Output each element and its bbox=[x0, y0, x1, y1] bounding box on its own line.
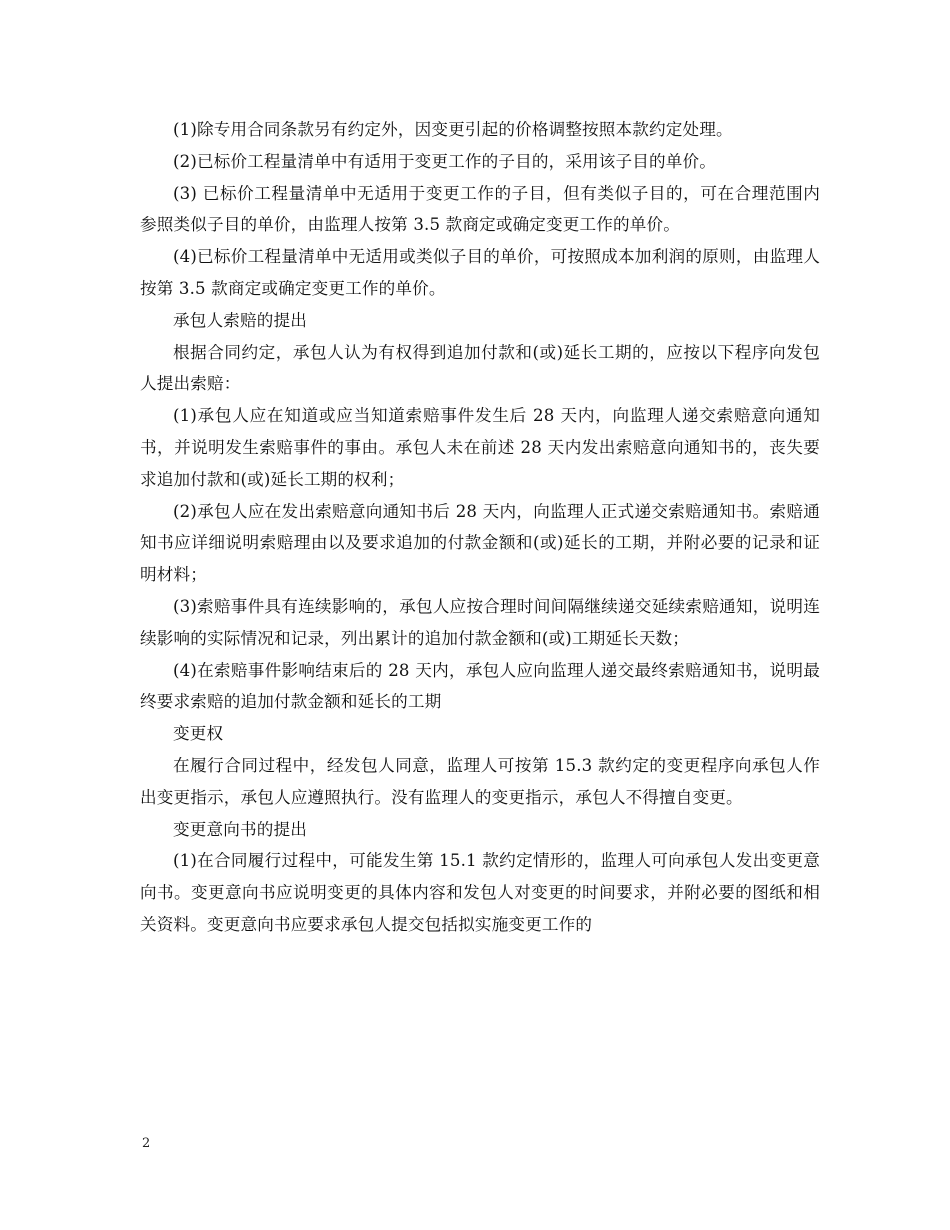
paragraph-cost-plus-profit: (4)已标价工程量清单中无适用或类似子目的单价，可按照成本加利润的原则，由监理人按第 3.5 款商定或确定变更工作的单价。 bbox=[140, 247, 820, 298]
page-number: 2 bbox=[142, 1136, 151, 1151]
paragraph-claim-intro: 根据合同约定，承包人认为有权得到追加付款和(或)延长工期的，应按以下程序向发包人提出索赔： bbox=[140, 342, 820, 394]
paragraph-price-adjustment-rule: (1)除专用合同条款另有约定外，因变更引起的价格调整按照本款约定处理。 bbox=[173, 120, 733, 139]
paragraph-variation-right: 在履行合同过程中，经发包人同意，监理人可按第 15.3 款约定的变更程序向承包人作出变更指示，承包人应遵照执行。没有监理人的变更指示，承包人不得擅自变更。 bbox=[140, 755, 820, 807]
document-body bbox=[140, 114, 820, 941]
paragraph-variation-intent-step-1: (1)在合同履行过程中，可能发生第 15.1 款约定情形的，监理人可向承包人发出变更意向书。变更意向书应说明变更的具体内容和发包人对变更的时间要求，并附必要的图纸和相关资料。变更意向书应要求承包人提交包括拟实施变更工作的 bbox=[140, 851, 820, 934]
paragraph-claim-step-3: (3)索赔事件具有连续影响的，承包人应按合理时间间隔继续递交延续索赔通知，说明连续影响的实际情况和记录，列出累计的追加付款金额和(或)工期延长天数； bbox=[140, 596, 820, 648]
paragraph-applicable-item: (2)已标价工程量清单中有适用于变更工作的子目的，采用该子目的单价。 bbox=[173, 151, 717, 171]
section-heading-claim-submission: 承包人索赔的提出 bbox=[173, 310, 307, 330]
paragraph-similar-item: (3) 已标价工程量清单中无适用于变更工作的子目，但有类似子目的，可在合理范围内参照类似子目的单价，由监理人按第 3.5 款商定或确定变更工作的单价。 bbox=[140, 183, 820, 235]
paragraph-claim-step-4: (4)在索赔事件影响结束后的 28 天内，承包人应向监理人递交最终索赔通知书，说明最终要求索赔的追加付款金额和延长的工期 bbox=[140, 660, 820, 712]
paragraph-claim-step-1: (1)承包人应在知道或应当知道索赔事件发生后 28 天内，向监理人递交索赔意向通知书，并说明发生索赔事件的事由。承包人未在前述 28 天内发出索赔意向通知书的，丧失要求追加付款和(或)延长工期的权利； bbox=[140, 406, 820, 489]
section-heading-variation-right: 变更权 bbox=[173, 724, 224, 744]
paragraph-claim-step-2: (2)承包人应在发出索赔意向通知书后 28 天内，向监理人正式递交索赔通知书。索赔通知书应详细说明索赔理由以及要求追加的付款金额和(或)延长的工期，并附必要的记录和证明材料； bbox=[140, 501, 820, 585]
section-heading-variation-intent: 变更意向书的提出 bbox=[173, 819, 307, 839]
